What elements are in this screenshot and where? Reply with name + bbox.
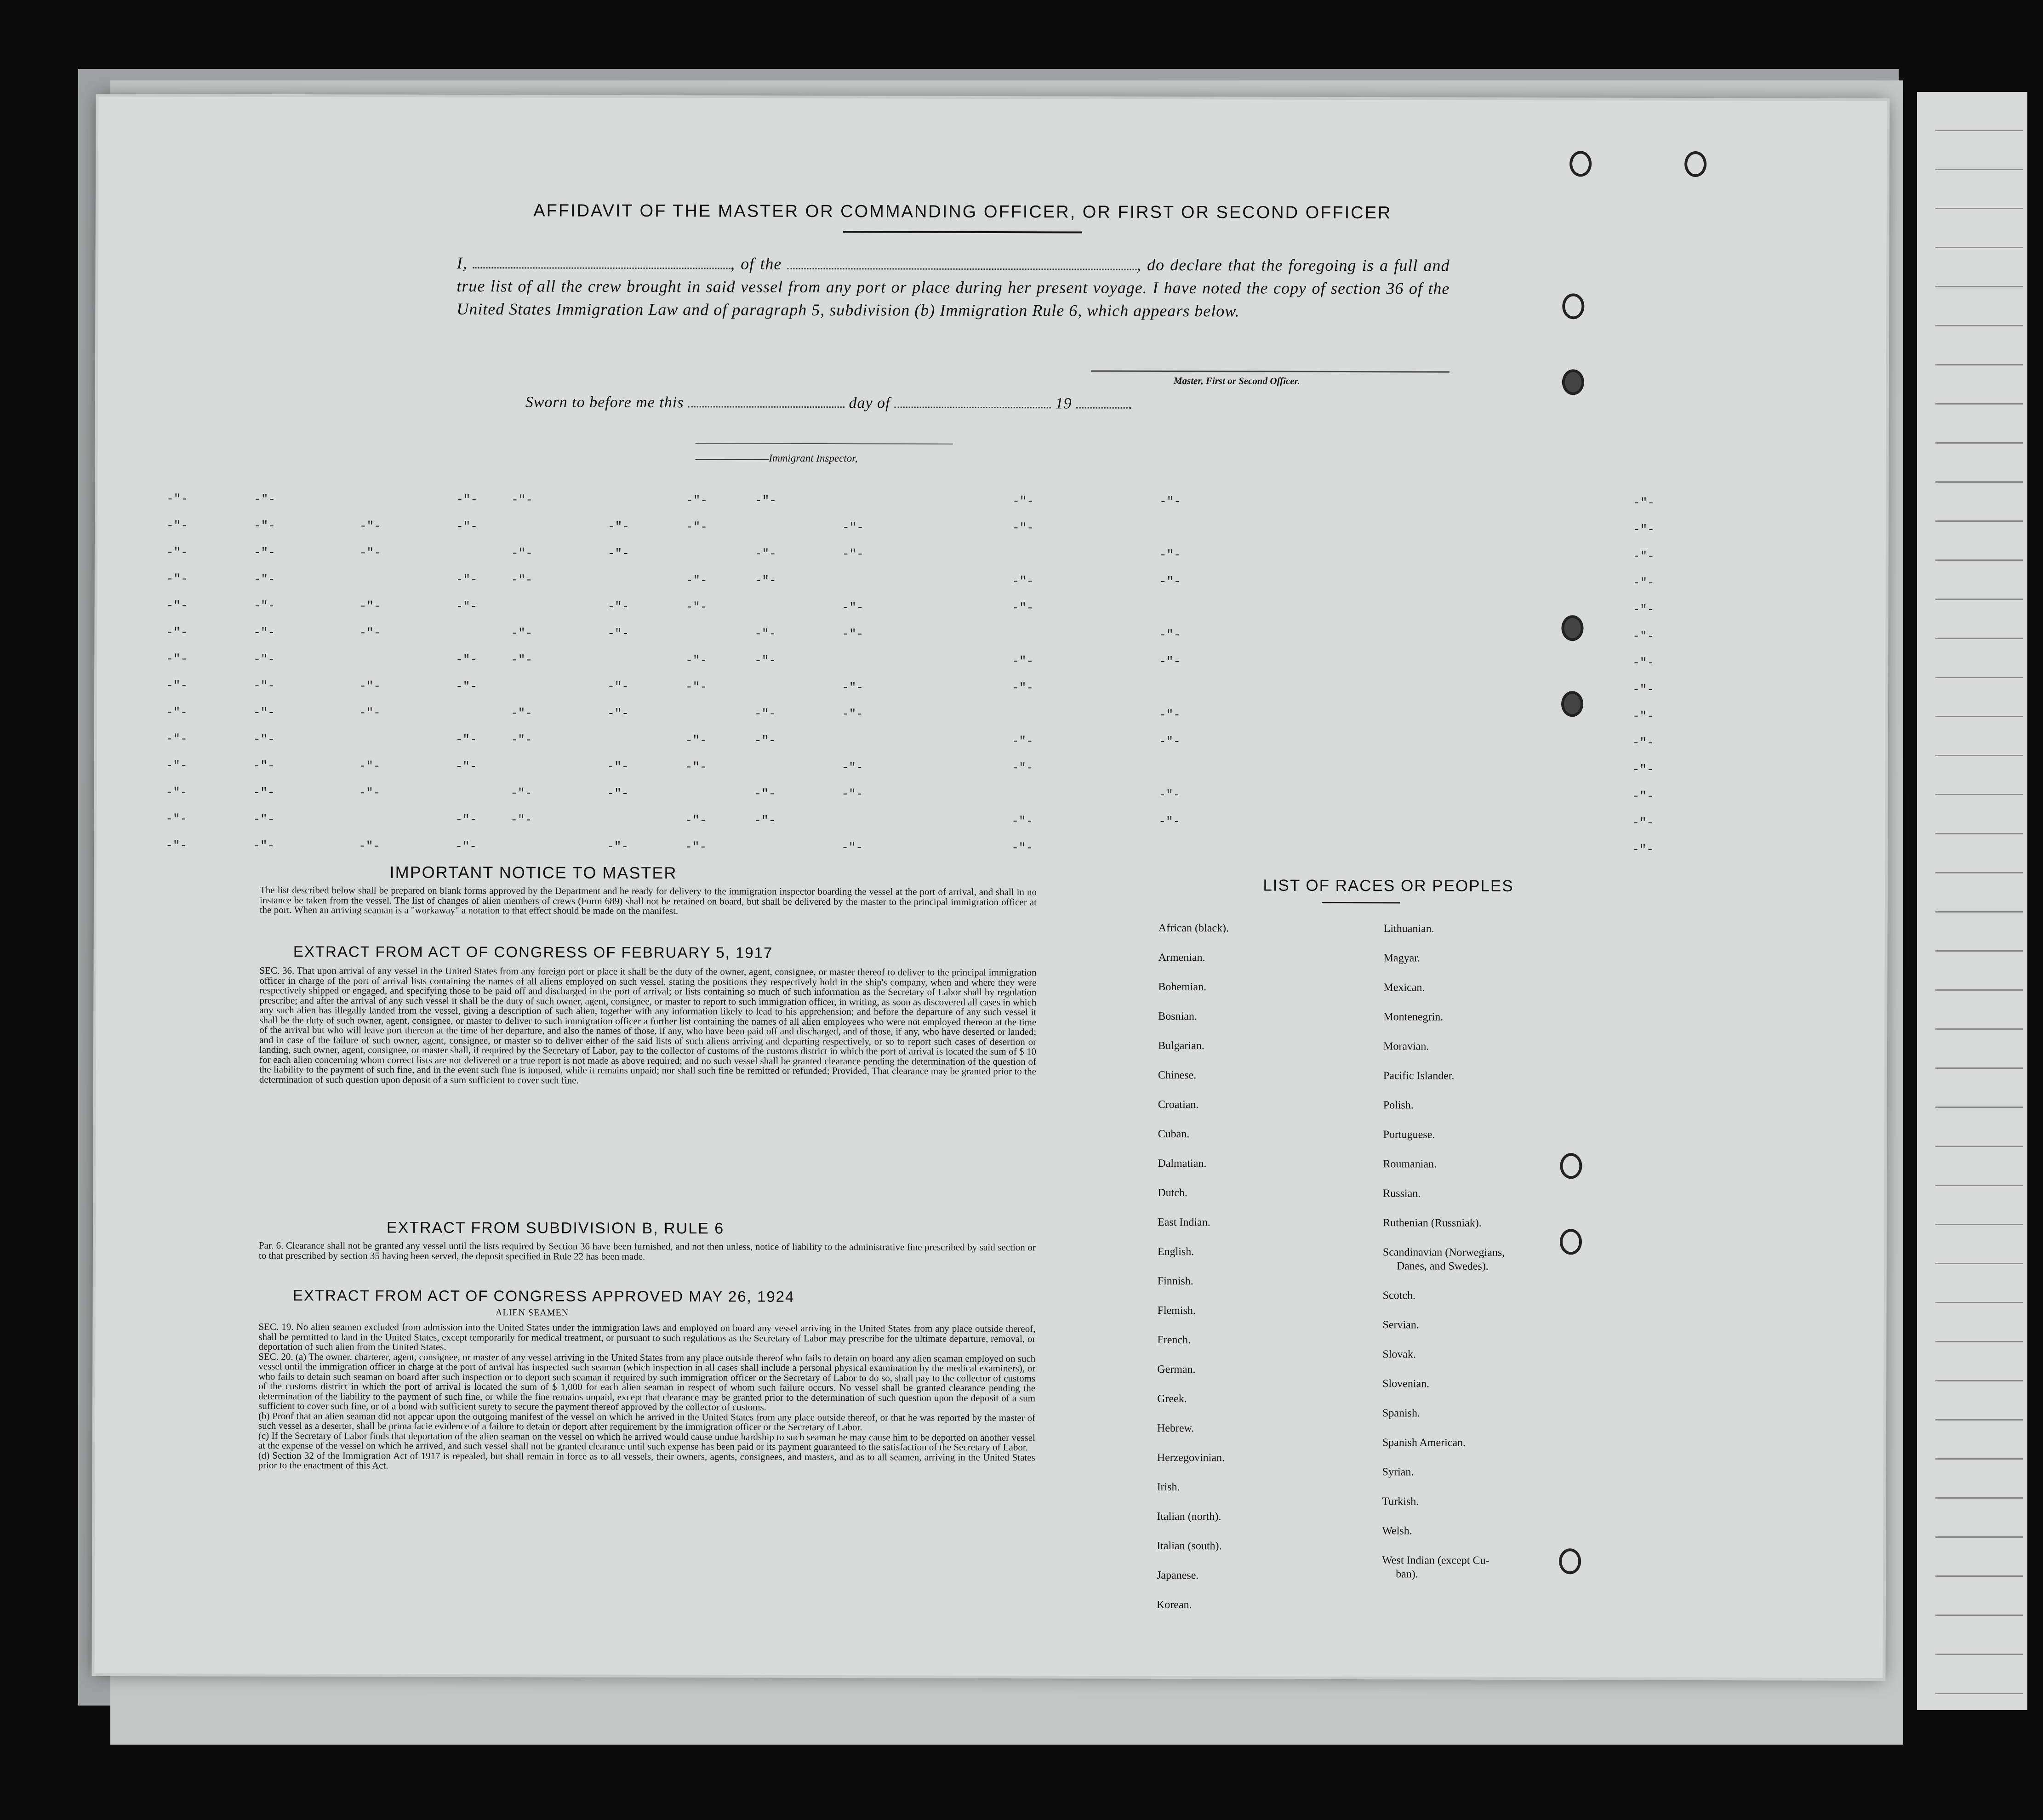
race-entry: Bosnian. [1158, 1010, 1197, 1023]
ditto-mark: -"- [166, 519, 188, 533]
race-entry: Moravian. [1383, 1040, 1429, 1053]
ditto-mark: -"- [1011, 841, 1033, 855]
ditto-mark: -"- [841, 787, 863, 801]
extract-rule6-heading: EXTRACT FROM SUBDIVISION B, RULE 6 [386, 1219, 725, 1238]
section-20a-text: SEC. 20. (a) The owner, charterer, agent, consignee, or master of any vessel arriving in the United States from any place outside thereof who fails to detain on board any alien seaman employed on such vessel until the immigration officer in charge at the port of arrival has inspected such seaman (which inspection in all cases shall include a personal physical examination by the medical examiners), or who fails to detain such seaman on board after such inspection or to deport such seaman if required by such immigration officer or the Secretary of Labor to do so, shall pay to the collector of customs of the customs district in which the port of arrival is located the sum of $ 1,000 for each alien seaman in respect of whom such failure occurs. No vessel shall be granted clearance pending the determination of the liability to the payment of such fine, or while the fine remains unpaid, except that clearance may be granted prior to the determination of such question upon the deposit of a sum sufficient to cover such fine, or of a bond with sufficient surety to secure the payment thereof approved by the collector of customs. [258, 1351, 1036, 1413]
ditto-mark: -"- [685, 600, 708, 614]
ditto-mark: -"- [607, 546, 629, 560]
race-entry: Turkish. [1382, 1495, 1419, 1508]
title-underline [843, 231, 1082, 233]
ditto-mark: -"- [842, 680, 863, 695]
signature-caption: Master, First or Second Officer. [1173, 375, 1300, 387]
race-entry: Magyar. [1383, 952, 1420, 964]
race-entry: Servian. [1382, 1319, 1419, 1331]
race-entry: Scotch. [1382, 1289, 1416, 1302]
ditto-mark: -"- [841, 760, 863, 775]
important-notice-heading: IMPORTANT NOTICE TO MASTER [389, 862, 677, 883]
ditto-mark: -"- [253, 732, 275, 746]
ditto-mark: -"- [1632, 789, 1654, 803]
sworn-day-of: day of [849, 394, 890, 412]
extract-1917-heading: EXTRACT FROM ACT OF CONGRESS OF FEBRUARY 5, 1917 [293, 943, 773, 961]
punch-hole [1561, 691, 1583, 717]
race-entry: Greek. [1157, 1392, 1187, 1405]
crew-list-form-sheet [95, 97, 1887, 1678]
ditto-mark: -"- [510, 706, 532, 720]
ditto-mark: -"- [686, 520, 708, 534]
race-entry: Dutch. [1158, 1187, 1187, 1199]
ditto-mark: -"- [607, 759, 629, 774]
punch-hole [1569, 151, 1592, 177]
ditto-mark: -"- [1632, 842, 1654, 856]
ditto-mark: -"- [1633, 496, 1655, 510]
ditto-mark: -"- [607, 599, 629, 614]
race-entry: Herzegovinian. [1157, 1451, 1225, 1464]
affidavit-title: AFFIDAVIT OF THE MASTER OR COMMANDING OFFICER, OR FIRST OR SECOND OFFICER [533, 201, 1392, 223]
ditto-mark: -"- [253, 812, 275, 826]
race-entry: ban). [1396, 1568, 1418, 1580]
ditto-mark: -"- [842, 600, 864, 615]
ditto-mark: -"- [511, 653, 533, 667]
ditto-mark: -"- [1158, 787, 1181, 802]
race-entry: West Indian (except Cu- [1382, 1554, 1489, 1567]
ditto-mark: -"- [1632, 576, 1655, 590]
ditto-mark: -"- [1012, 521, 1034, 535]
ditto-mark: -"- [456, 572, 478, 587]
ditto-mark: -"- [511, 546, 533, 560]
ditto-mark: -"- [685, 653, 708, 668]
ditto-mark: -"- [841, 840, 863, 855]
ditto-mark: -"- [166, 599, 188, 613]
races-left-column [1156, 922, 1333, 1681]
race-entry: Portuguese. [1383, 1129, 1435, 1141]
sworn-statement [525, 392, 1131, 412]
ditto-mark: -"- [253, 679, 275, 693]
ditto-mark: -"- [1011, 734, 1033, 748]
punch-hole [1684, 151, 1706, 177]
affidavit-declaration [457, 251, 1450, 323]
ditto-mark: -"- [754, 813, 776, 827]
ditto-mark: -"- [253, 705, 275, 719]
ditto-mark: -"- [254, 519, 275, 533]
race-entry: Korean. [1156, 1598, 1192, 1611]
ditto-mark: -"- [685, 680, 707, 694]
ditto-mark: -"- [456, 519, 478, 534]
race-entry: Russian. [1383, 1187, 1421, 1200]
extract-rule6-body: Par. 6. Clearance shall not be granted any vessel until the lists required by Section 36 have been furnished, and not then unless, notice of liability to the administrative fine prescribed by said section or to that prescribed by section 35 having been served, the deposit specified in Rule 22 has been made. [258, 1239, 1036, 1262]
ditto-mark: -"- [455, 839, 477, 854]
ditto-mark: -"- [166, 679, 188, 693]
ditto-mark: -"- [511, 493, 533, 507]
ditto-mark: -"- [1632, 736, 1654, 750]
ditto-mark: -"- [359, 626, 381, 640]
ditto-mark: -"- [1159, 574, 1181, 589]
race-entry: Welsh. [1382, 1525, 1412, 1537]
ditto-mark: -"- [165, 812, 188, 826]
ditto-mark: -"- [253, 599, 275, 613]
ditto-mark: -"- [842, 627, 864, 641]
inspector-caption: Immigrant Inspector, [769, 452, 858, 464]
ditto-mark: -"- [511, 626, 533, 640]
section-20b-text: (b) Proof that an alien seaman did not appear upon the outgoing manifest of the vessel on which he arrived in the United States from any place outside thereof, or that he was reported by the master of such vessel as a deserter, shall be prima facie evidence of a failure to detain or deport after requirement by the immigration officer or the Secretary of Labor. [258, 1410, 1036, 1433]
ditto-mark: -"- [359, 599, 381, 613]
section-20d-text: (d) Section 32 of the Immigration Act of 1917 is repealed, but shall remain in force as to all vessels, their owners, agents, consignees, and masters, and as to all seamen, arriving in the United States prior to the enactment of this Act. [258, 1449, 1035, 1471]
ditto-mark: -"- [360, 519, 381, 533]
ditto-mark: -"- [359, 759, 381, 773]
name-blank[interactable] [473, 253, 730, 269]
ditto-mark: -"- [165, 785, 188, 799]
ditto-mark: -"- [359, 546, 381, 560]
ditto-mark: -"- [510, 786, 532, 800]
ditto-mark: -"- [685, 840, 707, 854]
ditto-mark: -"- [1158, 707, 1181, 722]
ditto-mark: -"- [253, 652, 275, 666]
ditto-mark: -"- [842, 547, 864, 561]
ditto-mark: -"- [1632, 656, 1655, 670]
ditto-mark: -"- [607, 626, 629, 640]
race-entry: Lithuanian. [1383, 923, 1434, 935]
ditto-mark: -"- [455, 812, 477, 827]
ditto-mark: -"- [253, 625, 275, 639]
adjacent-page-grid [1935, 92, 2023, 1710]
ditto-mark: -"- [608, 519, 629, 534]
ditto-mark: -"- [456, 599, 478, 614]
ditto-mark: -"- [166, 545, 188, 559]
ditto-mark: -"- [166, 625, 188, 639]
race-entry: Slovenian. [1382, 1378, 1430, 1390]
ditto-mark: -"- [1012, 601, 1034, 615]
race-entry: Montenegrin. [1383, 1011, 1444, 1023]
day-blank[interactable] [688, 392, 845, 408]
ditto-mark: -"- [456, 492, 478, 507]
ditto-mark: -"- [253, 759, 275, 773]
race-entry: Slovak. [1382, 1348, 1416, 1361]
ditto-mark: -"- [1632, 682, 1654, 696]
race-entry: Pacific Islander. [1383, 1070, 1455, 1082]
ditto-mark: -"- [754, 573, 776, 588]
ditto-mark: -"- [1632, 549, 1655, 563]
race-entry: East Indian. [1158, 1216, 1210, 1229]
ditto-mark: -"- [686, 493, 708, 508]
extract-1924-heading: EXTRACT FROM ACT OF CONGRESS APPROVED MAY 26, 1924 [292, 1287, 795, 1305]
race-entry: Bulgarian. [1158, 1039, 1204, 1052]
ditto-mark: -"- [1159, 494, 1181, 509]
ditto-mark: -"- [1632, 629, 1655, 643]
punch-hole [1562, 369, 1584, 395]
ditto-mark: -"- [754, 547, 776, 561]
race-entry: Hebrew. [1157, 1422, 1194, 1435]
race-entry: Finnish. [1157, 1275, 1193, 1288]
ditto-mark: -"- [1158, 814, 1181, 829]
race-entry: French. [1157, 1334, 1191, 1346]
races-right-column [1381, 923, 1622, 1682]
ditto-mark: -"- [456, 652, 478, 667]
ditto-mark: -"- [607, 786, 629, 800]
ditto-mark: -"- [1011, 761, 1033, 775]
ditto-mark: -"- [456, 679, 477, 694]
ditto-mark: -"- [754, 787, 776, 801]
extract-1917-body: SEC. 36. That upon arrival of any vessel in the United States from any foreign port or place it shall be the duty of the owner, agent, consignee, or master thereof to deliver to the principal immigration officer in charge of the port of arrival lists containing the names of all aliens employed on such vessel, stating the positions they respectively hold in the ship's company, when and where they were respectively shipped or engaged, and specifying those to be paid off and discharged in the port of arrival; or lists containing so much of such information as the Secretary of Labor shall by regulation prescribe; and after the arrival of any such vessel it shall be the duty of such owner, agent, consignee, or master to report to such immigration officer, in writing, as soon as discovered all cases in which any such alien has illegally landed from the vessel, giving a description of such alien, together with any information likely to lead to his apprehension; and before the departure of any such vessel it shall be the duty of such owner, agent, consignee, or master to deliver to such immigration officer a further list containing the names of all alien employees who were not employed thereon at the time of the arrival but who will leave port thereon at the time of her departure, and also the names of those, if any, who have been paid off and discharged, and of those, if any, who have deserted or landed; and in case of the failure of such owner, agent, consignee, or master so to deliver either of the said lists of such aliens arriving and departing respectively, or so to report such cases of desertion or landing, such owner, agent, consignee, or master shall, if required by the Secretary of Labor, pay to the collector of customs of the customs district in which the port of arrival is located the sum of $ 10 for each alien concerning whom correct lists are not delivered or a true report is not made as above required; and no such vessel shall be granted clearance pending the determination of the question of the liability to the payment of such fine, and in the event such fine is imposed, while it remains unpaid; nor shall such fine be remitted or refunded; Provided, That clearance may be granted prior to the determination of such question upon deposit of a sum sufficient to cover such fine. [259, 964, 1037, 1086]
adjacent-page-strip [1917, 92, 2027, 1710]
race-entry: Chinese. [1158, 1069, 1197, 1082]
ditto-mark: -"- [1012, 654, 1034, 668]
sworn-year: 19 [1055, 395, 1072, 412]
ditto-mark: -"- [754, 653, 776, 668]
decl-i: I, [457, 253, 468, 273]
race-entry: Flemish. [1157, 1304, 1196, 1317]
ditto-mark: -"- [1159, 628, 1181, 642]
decl-body: that the foregoing is a full and true list of all the crew brought in said vessel from any port or place during her present voyage. I have noted the copy of section 36 of the United States Immigration Law and of paragraph 5, subdivision (b) Immigration Rule 6, which appears below. [457, 256, 1450, 320]
ditto-mark: -"- [1632, 709, 1654, 723]
ditto-mark: -"- [1159, 548, 1181, 562]
ditto-mark: -"- [607, 839, 629, 854]
race-entry: Italian (north). [1157, 1510, 1221, 1523]
section-19-text: SEC. 19. No alien seamen excluded from admission into the United States under the immigration laws and employed on board any vessel arriving in the United States from any place outside thereof, shall be permitted to land in the United States, except temporarily for medical treatment, or pursuant to such regulations as the Secretary of Labor may prescribe for the ultimate departure, removal, or deportation of such alien from the United States. [258, 1321, 1036, 1352]
ditto-mark: -"- [254, 492, 276, 506]
year-blank[interactable] [1076, 393, 1131, 408]
race-entry: Roumanian. [1383, 1158, 1437, 1170]
ditto-mark: -"- [685, 813, 707, 827]
ditto-mark: -"- [1632, 762, 1654, 776]
ditto-mark: -"- [1012, 681, 1033, 695]
race-entry: Syrian. [1382, 1466, 1414, 1478]
ditto-mark: -"- [1012, 494, 1034, 508]
punch-hole [1562, 293, 1584, 319]
ditto-mark: -"- [1633, 522, 1655, 536]
ditto-mark: -"- [685, 760, 707, 774]
ditto-mark: -"- [253, 839, 275, 853]
ditto-mark: -"- [166, 572, 188, 586]
races-list-title: LIST OF RACES OR PEOPLES [1263, 876, 1514, 895]
ditto-mark: -"- [685, 573, 708, 588]
ditto-mark: -"- [455, 732, 477, 747]
sworn-prefix: Sworn to before me this [525, 394, 684, 411]
race-entry: African (black). [1158, 922, 1229, 935]
ditto-mark: -"- [685, 733, 707, 747]
ditto-mark: -"- [510, 733, 532, 747]
race-entry: Bohemian. [1158, 981, 1207, 993]
race-entry: Cuban. [1158, 1128, 1190, 1141]
race-entry: Irish. [1157, 1481, 1180, 1494]
signature-line[interactable] [1091, 371, 1450, 373]
race-entry: Mexican. [1383, 981, 1425, 994]
ditto-mark: -"- [511, 573, 533, 587]
race-entry: Spanish American. [1382, 1437, 1466, 1449]
races-title-underline [1322, 902, 1400, 903]
ditto-mark: -"- [253, 785, 275, 799]
race-entry: Danes, and Swedes). [1396, 1260, 1489, 1272]
ditto-mark: -"- [166, 652, 188, 666]
ditto-mark: -"- [1632, 816, 1654, 830]
race-entry: Ruthenian (Russniak). [1383, 1217, 1482, 1229]
ditto-mark: -"- [1159, 654, 1181, 669]
alien-seamen-subheading: ALIEN SEAMEN [495, 1307, 569, 1318]
ditto-mark: -"- [359, 786, 381, 800]
ditto-mark: -"- [755, 493, 777, 508]
ditto-mark: -"- [253, 545, 275, 559]
ditto-mark: -"- [359, 679, 381, 693]
ditto-mark: -"- [510, 813, 532, 827]
ditto-mark: -"- [607, 706, 629, 720]
important-notice-body: The list described below shall be prepared on blank forms approved by the Department and be ready for delivery to the immigration inspector boarding the vessel at the port of arrival, and shall in no instance be taken from the vessel. The list of changes of alien members of crews (Form 689) shall not be retained on board, but shall be delivered by the master to the principal immigration officer at the port. When an arriving seaman is a "workaway" a notation to that effect should be made on the manifest. [259, 884, 1037, 917]
ditto-mark: -"- [165, 732, 188, 746]
ditto-mark: -"- [607, 679, 629, 694]
race-entry: Italian (south). [1157, 1540, 1222, 1552]
ditto-mark: -"- [754, 707, 776, 721]
ditto-mark: -"- [842, 520, 864, 535]
inspector-signature-line-upper [696, 443, 953, 444]
ditto-mark: -"- [841, 707, 863, 721]
decl-of-the: , of the [730, 254, 782, 273]
section-20c-text: (c) If the Secretary of Labor finds that deportation of the alien seaman on the vessel on which he arrived would cause undue hardship to such seaman he may cause him to be deported on another vessel at the expense of the vessel on which he arrived, and such vessel shall not be granted clearance until such expense has been paid or its payment guaranteed to the satisfaction of the Secretary of Labor. [258, 1430, 1035, 1453]
ditto-mark: -"- [359, 706, 381, 720]
ditto-mark: -"- [754, 627, 776, 641]
ditto-mark: -"- [165, 759, 188, 773]
ditto-mark: -"- [359, 839, 381, 853]
race-entry: English. [1157, 1245, 1194, 1258]
race-entry: Japanese. [1157, 1569, 1199, 1582]
ditto-mark: -"- [1158, 734, 1181, 749]
race-entry: Polish. [1383, 1099, 1414, 1112]
month-blank[interactable] [895, 393, 1051, 408]
ditto-mark: -"- [166, 492, 188, 506]
ditto-mark: -"- [253, 572, 275, 586]
decl-do-declare: , do declare [1136, 255, 1222, 274]
vessel-blank[interactable] [788, 254, 1137, 270]
ditto-mark: -"- [1011, 814, 1033, 828]
race-entry: Spanish. [1382, 1407, 1421, 1420]
race-entry: Scandinavian (Norwegians, [1382, 1246, 1505, 1259]
ditto-mark: -"- [455, 759, 477, 774]
extract-1924-body [258, 1322, 1036, 1472]
ditto-mark: -"- [1632, 602, 1655, 616]
race-entry: Croatian. [1158, 1098, 1199, 1111]
ditto-mark: -"- [754, 733, 776, 747]
race-entry: Dalmatian. [1158, 1157, 1207, 1170]
punch-hole [1561, 615, 1583, 641]
ditto-mark: -"- [165, 705, 188, 719]
race-entry: German. [1157, 1363, 1196, 1376]
race-entry: Armenian. [1158, 951, 1205, 964]
ditto-mark: -"- [165, 839, 188, 853]
ditto-mark: -"- [1012, 574, 1034, 588]
inspector-signature-line[interactable] [695, 459, 769, 460]
